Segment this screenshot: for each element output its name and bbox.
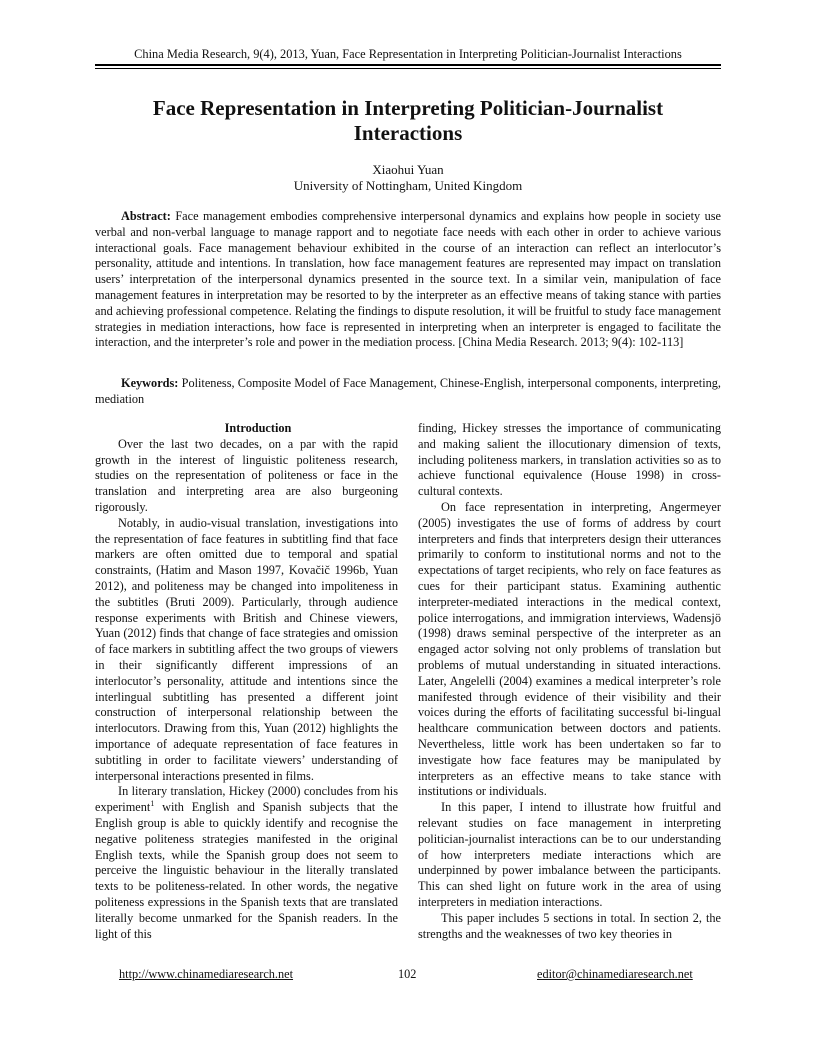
paragraph: Notably, in audio-visual translation, investigations into the representation of face features in subtitling find that face markers are often omitted due to temporal and spatial constraints, (Hatim and Mason 1997, Kovačič 1996b, Yuan 2012), and politeness may be changed into impoliteness in the subtitles (Bruti 2009). Particularly, through audience response experiments with British and Chinese viewers, Yuan (2012) finds that change of face strategies and omission of face markers in subtitling affect the two groups of viewers in their significantly different impressions of an interlocutor’s personality, attitude and intentions since the interlingual subtitling has presented a different joint construction of interpersonal relationship between the interlocutors. Drawing from this, Yuan (2012) highlights the importance of adequate representation of face features in subtitling in order to facilitate viewers’ understanding of interpersonal interactions presented in films. bbox=[95, 515, 398, 783]
left-column bbox=[95, 421, 398, 942]
section-heading-introduction: Introduction bbox=[224, 421, 292, 435]
paragraph-text: with English and Spanish subjects that the English group is able to quickly identify and recognise the negative politeness strategies manifested in the original English texts, while the Spanish group does not seem to perceive the linguistic behaviour in the literally translated texts to be politeness-related. In other words, the negative politeness expressions in the Spanish texts that are translated literally become unmarked for the Spanish readers. In the light of this bbox=[95, 800, 398, 941]
paragraph: In this paper, I intend to illustrate how fruitful and relevant studies on face management in interpreting politician-journalist interactions can be to our understanding of how interpreters mediate interactions which are underpinned by power imbalance between the participants. This can shed light on future work in the area of using interpreters in mediation interactions. bbox=[418, 800, 721, 909]
footer-website-link[interactable]: http://www.chinamediaresearch.net bbox=[119, 967, 294, 981]
paragraph: On face representation in interpreting, Angermeyer (2005) investigates the use of forms of address by court interpreters and finds that interpreters design their utterances primarily to conform to institutional norms and not to the expectations of target recipients, who rely on face features as cues for their participant status. Examining authentic interpreter-mediated interactions in the medical context, police interrogations, and immigration interviews, Wadensjö (1998) draws seminal perspective of the interpreter as an engaged actor solving not only problems of translation but problems of mutual understanding in situated interactions. Later, Angelelli (2004) examines a medical interpreter’s role manifested through evidence of their visibility and their voices during the efforts of facilitating successful bi-lingual healthcare communication between doctors and patients. Nevertheless, little work has been undertaken so far to investigate how face features may be manipulated by interpreters as an effective means to take stance with institutions or individuals. bbox=[418, 499, 721, 799]
paper-title: Face Representation in Interpreting Politician-Journalist Interactions bbox=[152, 96, 664, 145]
paragraph: finding, Hickey stresses the importance of communicating and making salient the illocutionary dimension of texts, including politeness markers, in translation activities so as to achieve functional equivalence (House 1998) in cross-cultural contexts. bbox=[418, 421, 721, 499]
author-affiliation: University of Nottingham, United Kingdom bbox=[293, 178, 523, 193]
author-name: Xiaohui Yuan bbox=[372, 162, 444, 177]
header-rule-thin bbox=[95, 68, 721, 69]
keywords-text: Politeness, Composite Model of Face Management, Chinese-English, interpersonal components, interpreting, mediation bbox=[95, 376, 721, 406]
footnote-marker: 1 bbox=[150, 799, 155, 809]
page-number: 102 bbox=[398, 967, 417, 981]
paragraph bbox=[95, 784, 398, 942]
paragraph-text: In literary translation, Hickey (2000) concludes from his experiment bbox=[95, 784, 398, 815]
right-column bbox=[418, 421, 721, 942]
abstract-text: Face management embodies comprehensive interpersonal dynamics and explains how people in society use verbal and non-verbal language to manage rapport and to negotiate face needs with each other in order to achieve various interactional goals. Face management behaviour exhibited in the course of an interaction can reflect an interlocutor’s personality, attitude and intentions. In translation, how face management features are represented may impact on translation users’ interpretation of the interpersonal dynamics presented in the source text. In a similar vein, manipulation of face management features in interpretation may be resorted to by the interpreter as an effective means of taking stance with parties and achieving professional competence. Relating the findings to dispute resolution, it will be fruitful to study face management strategies in mediation interactions, how face is represented in interpreting when an interpreter is engaged to facilitate the interaction, and the interpreter’s role and power in the mediation process. [China Media Research. 2013; 9(4): 102-113] bbox=[95, 209, 721, 350]
paragraph: Over the last two decades, on a par with the rapid growth in the interest of linguistic politeness research, studies on the representation of politeness or face in the translation and interpreting area are also burgeoning rigorously. bbox=[95, 436, 398, 514]
footer-email-link[interactable]: editor@chinamediaresearch.net bbox=[537, 967, 693, 981]
keywords-label: Keywords: bbox=[121, 376, 179, 390]
abstract bbox=[95, 209, 721, 351]
keywords bbox=[95, 376, 721, 408]
running-header: China Media Research, 9(4), 2013, Yuan, Face Representation in Interpreting Politician-Journalist Interactions bbox=[134, 47, 682, 61]
paragraph: This paper includes 5 sections in total. In section 2, the strengths and the weaknesses of two key theories in bbox=[418, 910, 721, 941]
header-rule-thick bbox=[95, 64, 721, 66]
abstract-label: Abstract: bbox=[121, 209, 171, 223]
